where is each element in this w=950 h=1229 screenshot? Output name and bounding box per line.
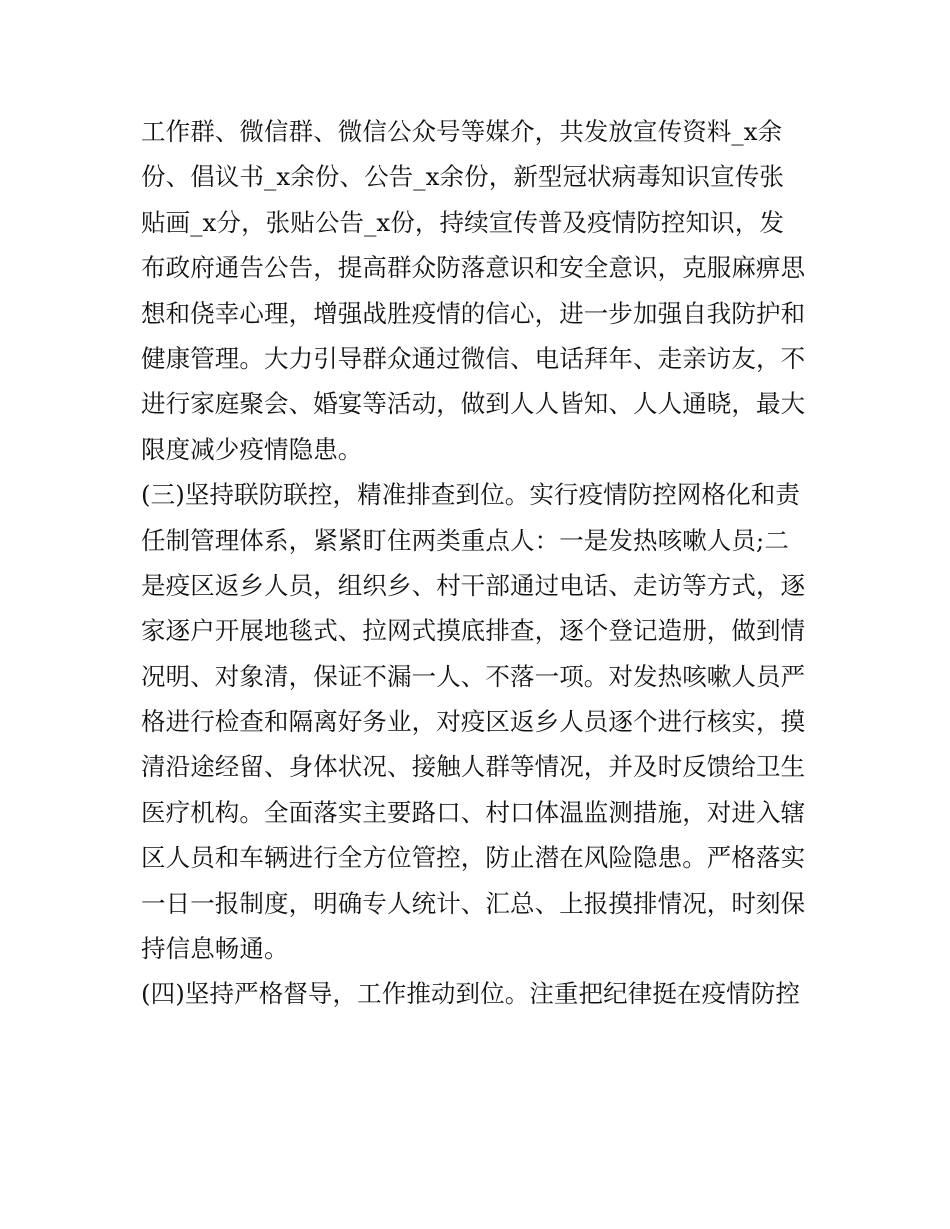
text-line: 清沿途经留、身体状况、接触人群等情况，并及时反馈给卫生 — [141, 752, 806, 782]
text-line: 工作群、微信群、微信公众号等媒介，共发放宣传资料_x余 — [141, 117, 783, 146]
text-line: 家逐户开展地毯式、拉网式摸底排查，逐个登记造册，做到情 — [141, 616, 806, 646]
text-line: 况明、对象清，保证不漏一人、不落一项。对发热咳嗽人员严 — [141, 661, 806, 691]
text-line: 一日一报制度，明确专人统计、汇总、上报摸排情况，时刻保 — [141, 888, 806, 918]
text-line: 限度减少疫情隐患。 — [141, 434, 363, 464]
text-line: 持信息畅通。 — [141, 934, 289, 964]
text-line: 份、倡议书_x余份、公告_x余份，新型冠状病毒知识宣传张 — [141, 162, 784, 192]
text-line: 健康管理。大力引导群众通过微信、电话拜年、走亲访友，不 — [141, 343, 806, 373]
text-line: 格进行检查和隔离好务业，对疫区返乡人员逐个进行核实，摸 — [141, 707, 806, 737]
text-line: 进行家庭聚会、婚宴等活动，做到人人皆知、人人通晓，最大 — [141, 389, 806, 419]
text-line: 是疫区返乡人员，组织乡、村干部通过电话、走访等方式，逐 — [141, 570, 806, 600]
text-line: 任制管理体系，紧紧盯住两类重点人：一是发热咳嗽人员;二 — [141, 525, 789, 555]
text-line: 布政府通告公告，提高群众防落意识和安全意识，克服麻痹思 — [141, 253, 806, 283]
text-line: 贴画_x分，张贴公告_x份，持续宣传普及疫情防控知识，发 — [141, 207, 784, 237]
section-heading-line: (三)坚持联防联控，精准排查到位。实行疫情防控网格化和责 — [141, 480, 800, 510]
body-text — [141, 109, 821, 1017]
text-line: 想和侥幸心理，增强战胜疫情的信心，进一步加强自我防护和 — [141, 298, 806, 328]
section-heading-line: (四)坚持严格督导，工作推动到位。注重把纪律挺在疫情防控 — [141, 979, 800, 1009]
text-line: 医疗机构。全面落实主要路口、村口体温监测措施，对进入辖 — [141, 797, 806, 827]
text-line: 区人员和车辆进行全方位管控，防止潜在风险隐患。严格落实 — [141, 843, 806, 873]
